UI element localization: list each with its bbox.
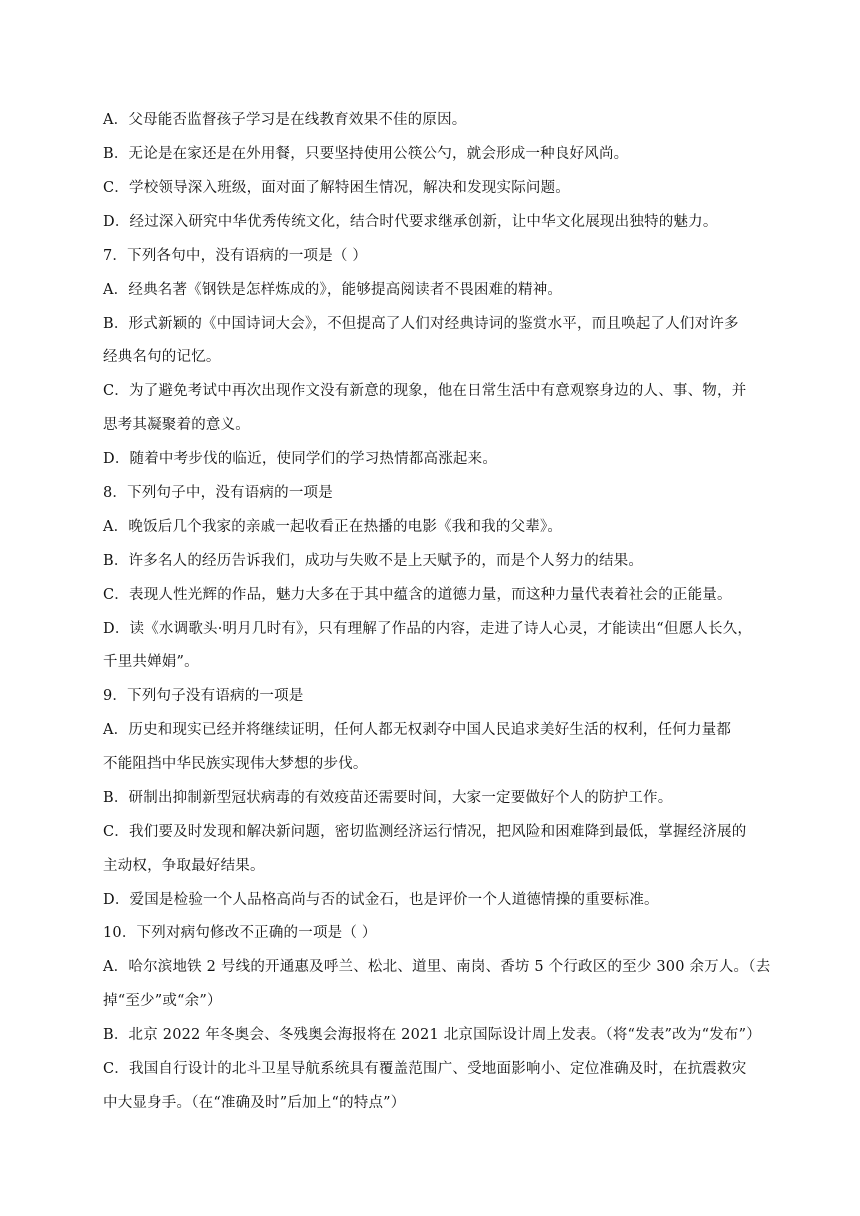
option-8d-line-2: 千里共婵娟”。 (103, 654, 199, 670)
option-9b: B．研制出抑制新型冠状病毒的有效疫苗还需要时间，大家一定要做好个人的防护工作。 (103, 790, 673, 806)
option-10b: B．北京 2022 年冬奥会、冬残奥会海报将在 2021 北京国际设计周上发表。（将“发表”改为“发布”） (103, 1027, 761, 1043)
option-10c-line-2: 中大显身手。（在“准确及时”后加上“的特点”） (103, 1095, 406, 1111)
option-7b-line-1: B．形式新颖的《中国诗词大会》，不但提高了人们对经典诗词的鉴赏水平，而且唤起了人们对许多 (103, 316, 739, 332)
option-8b: B．许多名人的经历告诉我们，成功与失败不是上天赋予的，而是个人努力的结果。 (103, 553, 644, 569)
option-8d-line-1: D．读《水调歌头·明月几时有》，只有理解了作品的内容，走进了诗人心灵，才能读出“但愿人长久， (103, 621, 753, 637)
option-8a: A．晚饭后几个我家的亲戚一起收看正在热播的电影《我和我的父辈》。 (103, 519, 563, 535)
option-7c-line-1: C．为了避免考试中再次出现作文没有新意的现象，他在日常生活中有意观察身边的人、事、物，并 (103, 383, 747, 399)
option-7b-line-2: 经典名句的记忆。 (103, 349, 221, 365)
option-9d: D．爱国是检验一个人品格高尚与否的试金石，也是评价一个人道德情操的重要标准。 (103, 892, 659, 908)
option-8c: C．表现人性光辉的作品，魅力大多在于其中蕴含的道德力量，而这种力量代表着社会的正能量。 (103, 587, 732, 603)
option-6d: D．经过深入研究中华优秀传统文化，结合时代要求继承创新，让中华文化展现出独特的魅力。 (103, 214, 718, 230)
option-10a-line-2: 掉“至少”或“余”） (103, 993, 222, 1009)
option-6a: A．父母能否监督孩子学习是在线教育效果不佳的原因。 (103, 112, 467, 128)
option-6b: B．无论是在家还是在外用餐，只要坚持使用公筷公勺，就会形成一种良好风尚。 (103, 146, 629, 162)
option-9c-line-2: 主动权，争取最好结果。 (103, 858, 265, 874)
option-7a: A．经典名著《钢铁是怎样炼成的》，能够提高阅读者不畏困难的精神。 (103, 282, 563, 298)
option-10c-line-1: C．我国自行设计的北斗卫星导航系统具有覆盖范围广、受地面影响小、定位准确及时，在抗震救灾 (103, 1061, 747, 1077)
question-8: 8．下列句子中，没有语病的一项是 (103, 485, 333, 501)
question-7: 7．下列各句中，没有语病的一项是（ ） (103, 248, 368, 264)
question-10: 10．下列对病句修改不正确的一项是（ ） (103, 925, 377, 941)
option-7d: D．随着中考步伐的临近，使同学们的学习热情都高涨起来。 (103, 451, 498, 467)
option-9c-line-1: C．我们要及时发现和解决新问题，密切监测经济运行情况，把风险和困难降到最低，掌握经济展的 (103, 824, 747, 840)
option-9a-line-1: A．历史和现实已经并将继续证明，任何人都无权剥夺中国人民追求美好生活的权利，任何力量都 (103, 722, 732, 738)
option-9a-line-2: 不能阻挡中华民族实现伟大梦想的步伐。 (103, 756, 368, 772)
option-7c-line-2: 思考其凝聚着的意义。 (103, 417, 250, 433)
option-6c: C．学校领导深入班级，面对面了解特困生情况，解决和发现实际问题。 (103, 180, 570, 196)
question-9: 9．下列句子没有语病的一项是 (103, 688, 304, 704)
option-10a-line-1: A．哈尔滨地铁 2 号线的开通惠及呼兰、松北、道里、南岗、香坊 5 个行政区的至少 300 余万人。（去 (103, 959, 771, 975)
